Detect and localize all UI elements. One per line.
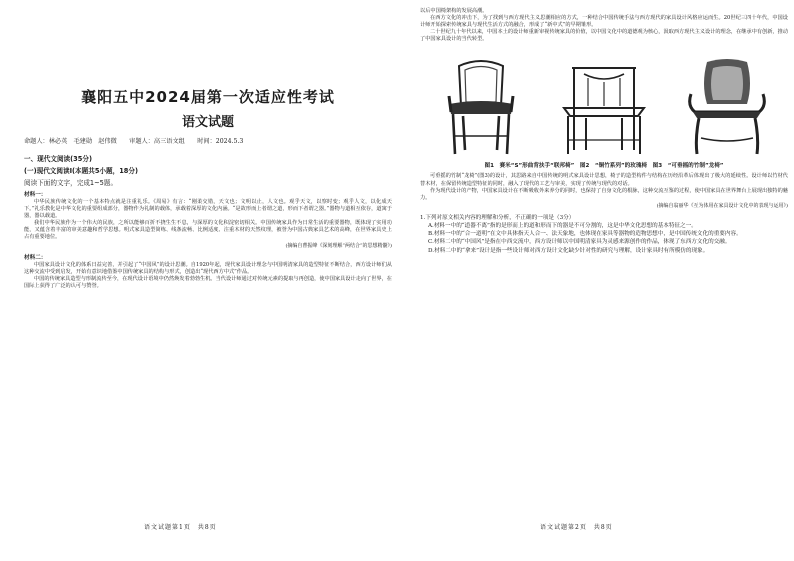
option-d: D.材料二中的“拿来”设计是指一些设计师对西方设计文化缺少针对性的研究与理解，设计家具时有所模仿的现象。 bbox=[428, 247, 709, 254]
exam-title: 襄阳五中2024届第一次适应性考试 bbox=[81, 88, 335, 106]
passage-paragraph: 可垂摇的竹制“龙椅”(图3)的设计，其思路来自中国传统的明式家具设计思想，椅子的造型构件与结构在历经沿革后体现出了极大的延续性。设计师以竹材代替木材，在保留传统造型特征的同时，融入了现代的工艺与审美，实现了传统与现代的对话。 bbox=[420, 173, 788, 187]
passage-paragraph: 二十世纪九十年代以来，中国本土的设计师重新审视传统家具的价值，以中国文化中的道德观为核心，汲取西方现代主义设计的理念，在继承中有创新，推动了中国家具设计的当代转型。 bbox=[420, 29, 788, 43]
option-c: C.材料二中的“中国风”是指在中西交流中，西方设计师以中国明清家具为灵感来源创作的作品，体现了东西方文化的交融。 bbox=[428, 239, 731, 246]
exam-meta: 命题人：林必英 毛建勋 赵伟微 审题人：高三语文组 时间：2024.5.3 bbox=[24, 138, 244, 145]
option-b: B.材料一中的“合一道明”在文中具体指天人合一、法天象地，也体现在家具等器物的造物思想中，是中国传统文化的重要内容。 bbox=[428, 231, 742, 238]
source-note: (摘编自曹振峰《深刻理解“两结合”的思想精髓》) bbox=[285, 242, 392, 249]
source-note: (摘编自翁丽华《互为体用在家具设计文化中的表现与运用》) bbox=[656, 202, 788, 209]
passage-paragraph: 中国的传统家具造型与形制流传至今，在现代设计语境中仍然焕发着勃勃生机。当代设计师通过对传统元素的提取与再创造，使中国家具设计走向了世界，在国际上获得了广泛的认可与赞誉。 bbox=[24, 275, 392, 289]
page-footer-right: 语文试题第2页 共8页 bbox=[540, 524, 613, 531]
passage-paragraph: 中华民族传统文化的一个基本特点就是注重礼乐。《周易》有言：“刚柔交错，天文也；文明以止，人文也。观乎天文，以察时变；观乎人文，以化成天下。”礼乐教化是中华文化的重要组成部分，器物作为礼制的载体，承载着深厚的文化内涵。“是故形而上者谓之道，形而下者谓之器。”器物与道相互依存，道寓于器，器以载道。 bbox=[24, 199, 392, 220]
passage-paragraph: 在西方文化的冲击下，为了找到与西方现代主义思潮相应的方式，一种结合中国传统手法与西方现代的家具设计风格应运而生。20世纪三四十年代，中国设计师开始探索传统家具与现代生活方式的融合，形成了“新中式”的早期雏形。 bbox=[420, 15, 788, 29]
left-page bbox=[24, 0, 392, 561]
section-heading: 一、现代文阅读(35分) bbox=[24, 155, 92, 163]
passage-paragraph: 作为现代设计的产物，中国家具设计在不断吸收外来养分的同时，也保持了自身文化的根脉，这种交流互鉴的过程，使中国家具在世界舞台上展现出独特的魅力。 bbox=[420, 187, 788, 201]
material2-label: 材料二： bbox=[24, 254, 47, 261]
question-stem: 1.下列对原文相关内容的理解和分析，不正确的一项是（3分） bbox=[420, 214, 575, 221]
passage-paragraph: 我们中华民族作为一个伟大的民族，之所以能够百折不挠生生不息，与深厚的文化积淀密切相关。中国传统家具作为日常生活的重要器物，既体现了实用功能，又蕴含着丰富的审美意趣和哲学思想。明式家具造型简练、线条流畅、比例适度、注重木材的天然纹理，被誉为中国古典家具艺术的高峰，在世界家具史上占有重要地位。 bbox=[24, 220, 392, 241]
rose-chair-figure bbox=[554, 54, 654, 158]
material1-label: 材料一： bbox=[24, 192, 47, 198]
page-footer-left: 语文试题第1页 共8页 bbox=[144, 524, 217, 531]
right-page bbox=[420, 0, 788, 561]
passage-paragraph: 以后中国椅架构的发展高潮。 bbox=[420, 8, 488, 14]
option-a: A.材料一中的“道器不离”指的是形而上的道和形而下的器是不可分割的，这是中华文化思想的基本特征之一。 bbox=[428, 223, 697, 230]
bamboo-dragon-chair-figure bbox=[677, 54, 777, 158]
subsection-heading: (一)现代文阅读Ⅰ(本题共5小题，18分) bbox=[24, 167, 138, 175]
passage-paragraph: 中国家具设计文化的体系日益完善，并引起了“中国风”的设计思潮。自1920年起，现代家具设计理念与中国明清家具的造型特征不断结合，西方设计师们从这种交流中受到启发，开始有意识地借鉴中国传统家具的结构与形式，创造出“现代西方中式”作品。 bbox=[24, 261, 392, 275]
figure-caption: 图1 赛米“S”形曲背扶手“联邦椅” 图2 “铜竹系列”的玫瑰椅 图3 “可垂摇的竹制”龙椅” bbox=[484, 163, 724, 170]
exam-subtitle: 语文试题 bbox=[181, 115, 234, 130]
figure-row bbox=[420, 48, 788, 158]
armchair-figure bbox=[431, 54, 531, 158]
instruction: 阅读下面的文字，完成1~5题。 bbox=[24, 179, 118, 187]
